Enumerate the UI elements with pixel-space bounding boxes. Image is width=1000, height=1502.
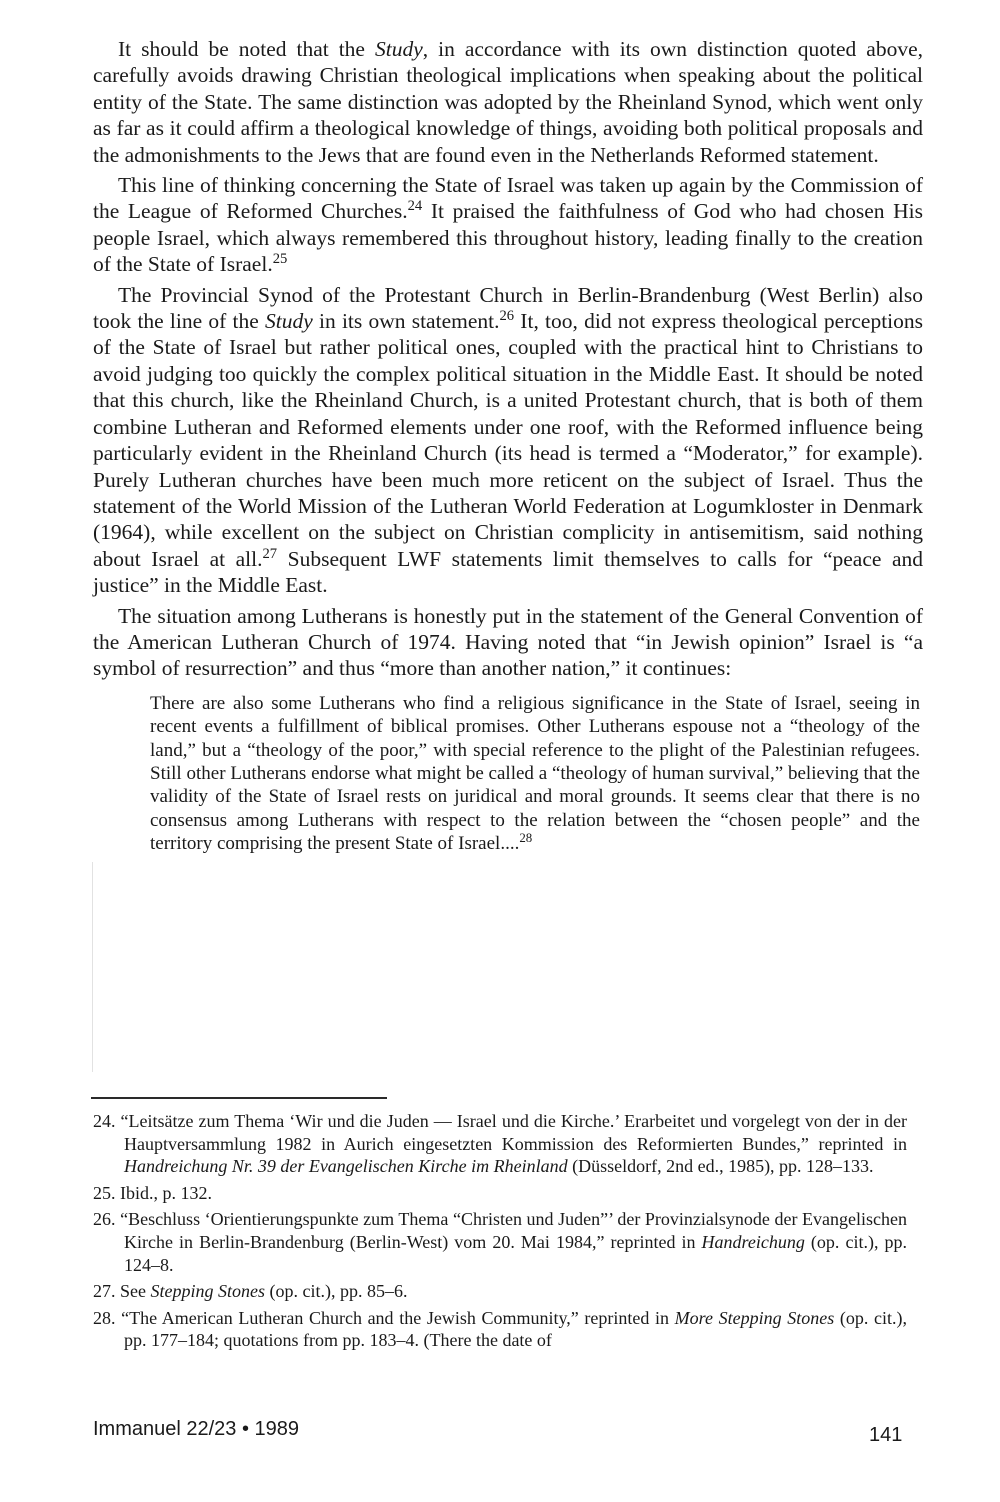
footnote-25: [93, 1182, 907, 1205]
footnote-ref: 27: [262, 545, 278, 562]
paragraph: [93, 172, 923, 278]
italic-title: Study: [374, 37, 423, 61]
margin-line: [92, 862, 93, 1072]
text-run: It, too, did not express theological perceptions of the State of Israel but rather political ones, coupled with the practical hint to Christians to avoid judging too quickly the complex political situation in the Middle East. It should be noted that this church, like the Rheinland Church, is a united Protestant church, that is both of them combine Lutheran and Reformed elements under one roof, with the Reformed influence being particularly evident in the Rheinland Church (its head is termed a “Moderator,” for example). Purely Lutheran churches have been much more reticent on the subject of Israel. Thus the statement of the World Mission of the Lutheran World Federation at Logumkloster in Denmark (1964), while excellent on the subject on Christian complicity in antisemitism, said nothing about Israel at all.: [93, 309, 924, 571]
footnote-ref: 25: [272, 251, 288, 268]
journal-citation: Immanuel 22/23 • 1989: [93, 1418, 300, 1440]
text-run: (op. cit.), pp. 177–184; quotations from pp. 183–4. (There the date of: [124, 1307, 907, 1351]
main-text: [93, 36, 923, 856]
text-run: (Düsseldorf, 2nd ed., 1985), pp. 128–133.: [567, 1156, 874, 1177]
footnote-ref: 28: [519, 830, 533, 846]
paragraph: [93, 603, 923, 682]
paragraph: [93, 282, 923, 599]
italic-title: Handreichung: [701, 1231, 805, 1252]
italic-title: Stepping Stones: [150, 1281, 265, 1302]
text-run: 28. “The American Lutheran Church and the Jewish Community,” reprinted in: [93, 1307, 675, 1328]
text-run: , in accordance with its own distinction quoted above, carefully avoids drawing Christian theological implications when speaking about the political entity of the State. The same distinction was adopted by the Rheinland Synod, which went only as far as it could affirm a theological knowledge of things, avoiding both political proposals and the admonishments to the Jews that are found even in the Netherlands Reformed statement.: [93, 37, 923, 167]
body-paragraphs: [93, 36, 923, 682]
text-run: (op. cit.), pp. 124–8.: [124, 1231, 907, 1275]
text-run: 26. “Beschluss ‘Orientierungspunkte zum Thema “Christen und Juden”’ der Provinzialsynode der Evangelischen Kirche in Berlin-Brandenburg (Berlin-West) vom 20. Mai 1984,” reprinted in: [93, 1209, 907, 1252]
footnote-ref: 24: [407, 198, 423, 215]
page-number: 141: [869, 1424, 903, 1446]
footnote-28: [93, 1307, 907, 1352]
footnote-separator: [91, 1097, 387, 1099]
text-run: Subsequent LWF statements limit themselves to calls for “peace and justice” in the Middle East.: [93, 546, 923, 598]
text-run: There are also some Lutherans who find a religious significance in the State of Israel, seeing in recent events a fulfillment of biblical promises. Other Lutherans espouse not a “theology of the land,” but a “theology of the poor,” with special reference to the plight of the Palestinian refugees. Still other Lutherans endorse what might be called a “theology of human survival,” believing that the validity of the State of Israel rests on juridical and moral grounds. It seems clear that there is no consensus among Lutherans with respect to the relation between the “chosen people” and the territory comprising the present State of Israel....: [150, 692, 920, 855]
text-run: 27. See: [93, 1281, 151, 1302]
italic-title: Study: [265, 309, 313, 334]
text-run: (op. cit.), pp. 85–6.: [265, 1281, 408, 1302]
text-run: The Provincial Synod of the Protestant Church in Berlin-Brandenburg (West Berlin) also took the line of the: [93, 282, 923, 334]
italic-title: Handreichung Nr. 39 der Evangelischen Kirche im Rheinland: [124, 1156, 568, 1177]
text-run: 25. Ibid., p. 132.: [93, 1182, 212, 1203]
text-run: It should be noted that the: [118, 37, 375, 61]
text-run: 24. “Leitsätze zum Thema ‘Wir und die Juden — Israel und die Kirche.’ Erarbeitet und vorgelegt von der in der Hauptversammlung 1982 in Aurich eingesetzten Kommission des Reformierten Bundes,” reprinted in: [93, 1111, 907, 1154]
block-quote: [150, 692, 920, 856]
text-run: in its own statement.: [312, 309, 500, 334]
text-run: It praised the faithfulness of God who had chosen His people Israel, which always remembered this throughout history, leading finally to the creation of the State of Israel.: [93, 199, 924, 277]
footnote-24: [93, 1110, 907, 1178]
paragraph: [93, 36, 923, 168]
text-run: This line of thinking concerning the State of Israel was taken up again by the Commission of the League of Reformed Churches.: [93, 173, 923, 224]
footnote-ref: 26: [499, 308, 515, 325]
footnote-27: [93, 1280, 907, 1303]
italic-title: More Stepping Stones: [674, 1307, 835, 1328]
footnote-26: [93, 1208, 907, 1276]
text-run: The situation among Lutherans is honestly put in the statement of the General Convention of the American Lutheran Church of 1974. Having noted that “in Jewish opinion” Israel is “a symbol of resurrection” and thus “more than another nation,” it continues:: [93, 603, 923, 681]
footnotes: [93, 1110, 907, 1356]
